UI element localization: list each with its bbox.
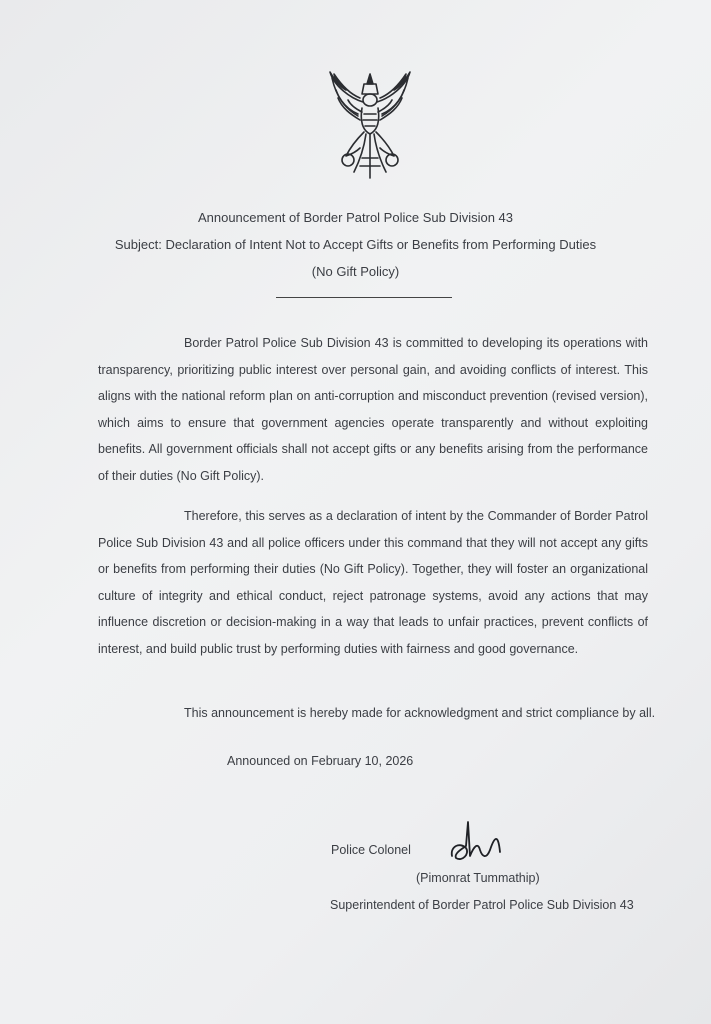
policy-name: (No Gift Policy) (311, 264, 400, 279)
announcement-date: Announced on February 10, 2026 (227, 754, 414, 768)
paragraph-closing: This announcement is hereby made for acknowledgment and strict compliance by all. (184, 706, 656, 720)
signatory-position: Superintendent of Border Patrol Police Sub Division 43 (330, 898, 634, 912)
divider (276, 297, 452, 298)
paragraph-declaration: Therefore, this serves as a declaration of intent by the Commander of Border Patrol Police Sub Division 43 and all police officers under this command that they will not accept any gifts or benefits from performing their duties (No Gift Policy). Together, they will foster an organizational culture of integrity and ethical conduct, reject patronage systems, avoid any actions that may influence discretion or decision-making in a way that leads to unfair practices, prevent conflicts of interest, and build public trust by performing duties with fairness and good governance. (98, 509, 648, 656)
announcement-title: Announcement of Border Patrol Police Sub Division 43 (197, 210, 514, 225)
signatory-name: (Pimonrat Tummathip) (416, 871, 540, 885)
garuda-emblem-icon (320, 68, 420, 186)
signatory-rank: Police Colonel (331, 843, 411, 857)
subject-line: Subject: Declaration of Intent Not to Accept Gifts or Benefits from Performing Duties (114, 237, 597, 252)
paragraph-intro: Border Patrol Police Sub Division 43 is committed to developing its operations with transparency, prioritizing public interest over personal gain, and avoiding conflicts of interest. This aligns with the national reform plan on anti-corruption and misconduct prevention (revised version), which aims to ensure that government agencies operate transparently and without exploiting benefits. All government officials shall not accept gifts or any benefits arising from the performance of their duties (No Gift Policy). (98, 336, 648, 483)
handwritten-signature (446, 816, 516, 868)
